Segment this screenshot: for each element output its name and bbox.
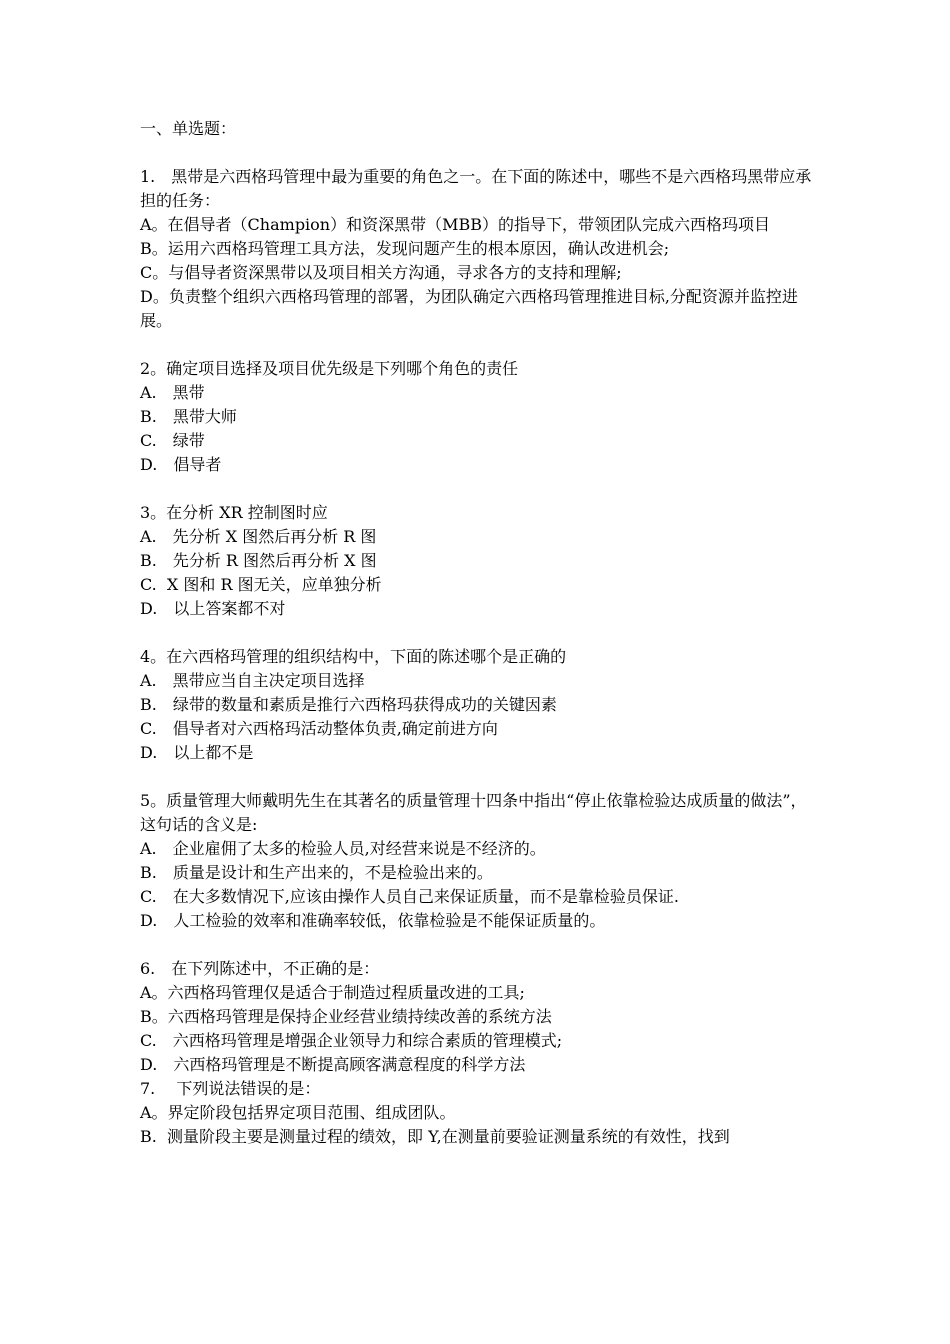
document-body [140,117,820,1149]
option-b: B. 绿带的数量和素质是推行六西格玛获得成功的关键因素 [140,695,557,714]
option-b: B. 先分析 R 图然后再分析 X 图 [140,551,377,570]
question-stem: 1. 黑带是六西格玛管理中最为重要的角色之一。在下面的陈述中，哪些不是六西格玛黑带应承担的任务： [140,167,812,210]
question-1 [140,165,820,333]
option-d: D。负责整个组织六西格玛管理的部署，为团队确定六西格玛管理推进目标,分配资源并监控进展。 [140,287,798,330]
option-b: B. 质量是设计和生产出来的，不是检验出来的。 [140,863,493,882]
option-d: D. 人工检验的效率和准确率较低，依靠检验是不能保证质量的。 [140,911,606,930]
option-c: C. 绿带 [140,431,205,450]
option-c: C. 六西格玛管理是增强企业领导力和综合素质的管理模式; [140,1031,563,1050]
option-a: A. 企业雇佣了太多的检验人员,对经营来说是不经济的。 [140,839,546,858]
option-c: C. X 图和 R 图无关，应单独分析 [140,575,382,594]
option-d: D. 以上都不是 [140,743,254,762]
option-c: C. 倡导者对六西格玛活动整体负责,确定前进方向 [140,719,498,738]
question-stem: 3。在分析 XR 控制图时应 [140,503,328,522]
question-stem: 7. 下列说法错误的是： [140,1079,321,1098]
question-stem: 2。确定项目选择及项目优先级是下列哪个角色的责任 [140,359,519,378]
question-3 [140,501,820,621]
question-5 [140,789,820,933]
question-stem: 5。质量管理大师戴明先生在其著名的质量管理十四条中指出“停止依靠检验达成质量的做法”，这句话的含义是: [140,791,807,834]
option-a: A. 黑带应当自主决定项目选择 [140,671,365,690]
option-a: A。界定阶段包括界定项目范围、组成团队。 [140,1103,456,1122]
option-d: D. 六西格玛管理是不断提高顾客满意程度的科学方法 [140,1055,526,1074]
question-4 [140,645,820,765]
section-heading: 一、单选题： [140,119,237,138]
option-a: A. 先分析 X 图然后再分析 R 图 [140,527,377,546]
option-c: C. 在大多数情况下,应该由操作人员自己来保证质量，而不是靠检验员保证. [140,887,679,906]
option-b: B. 测量阶段主要是测量过程的绩效，即 Y,在测量前要验证测量系统的有效性，找到 [140,1127,730,1146]
option-d: D. 倡导者 [140,455,222,474]
option-c: C。与倡导者资深黑带以及项目相关方沟通，寻求各方的支持和理解; [140,263,622,282]
option-a: A。六西格玛管理仅是适合于制造过程质量改进的工具; [140,983,525,1002]
option-b: B。运用六西格玛管理工具方法，发现问题产生的根本原因，确认改进机会; [140,239,670,258]
question-stem: 4。在六西格玛管理的组织结构中，下面的陈述哪个是正确的 [140,647,567,666]
option-a: A. 黑带 [140,383,205,402]
option-d: D. 以上答案都不对 [140,599,286,618]
option-b: B。六西格玛管理是保持企业经营业绩持续改善的系统方法 [140,1007,552,1026]
question-6 [140,957,820,1077]
question-7 [140,1077,820,1149]
question-2 [140,357,820,477]
question-stem: 6. 在下列陈述中，不正确的是： [140,959,380,978]
option-a: A。在倡导者（Champion）和资深黑带（MBB）的指导下，带领团队完成六西格玛项目 [140,215,771,234]
option-b: B. 黑带大师 [140,407,237,426]
